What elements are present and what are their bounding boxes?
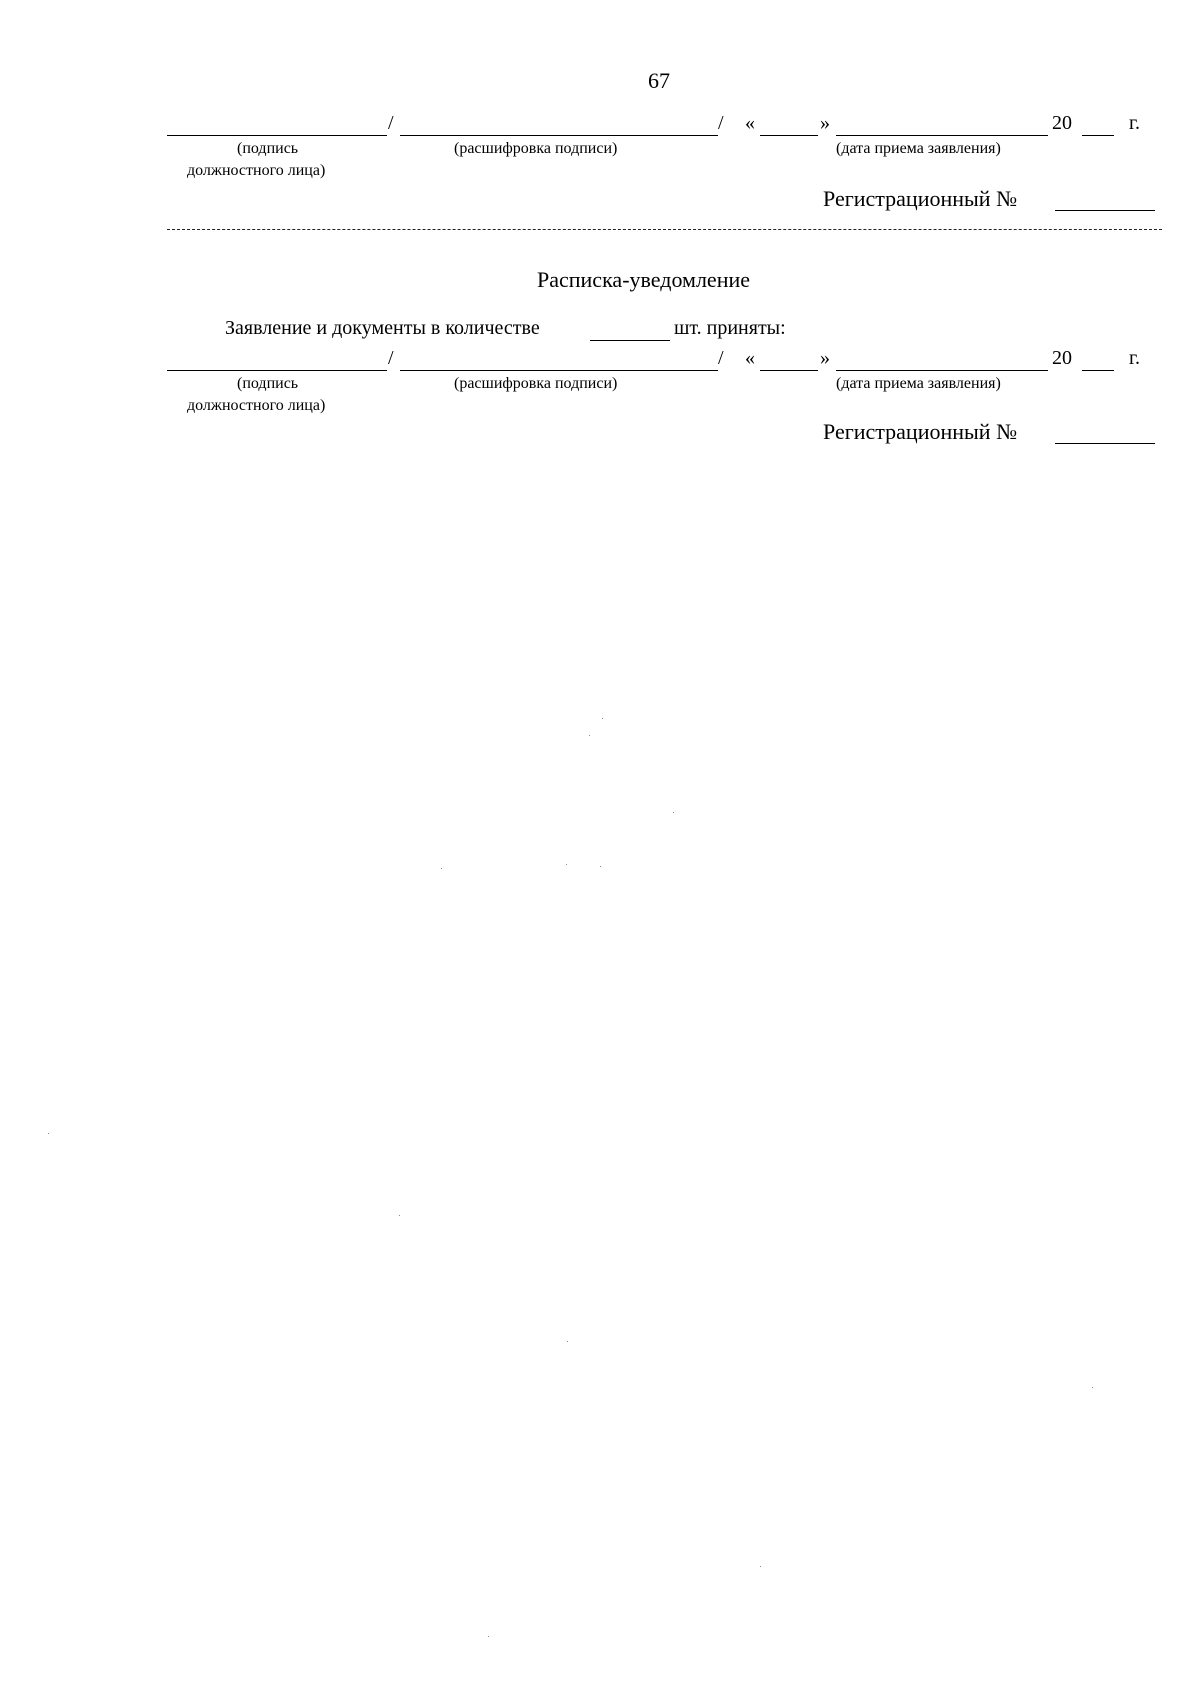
- caption-date: (дата приема заявления): [836, 140, 1001, 157]
- receipt-text-before: Заявление и документы в количестве: [225, 317, 540, 339]
- caption-signature-official: должностного лица): [187, 397, 326, 414]
- scan-speck: [567, 1341, 568, 1342]
- slash-separator: /: [718, 112, 724, 134]
- scan-speck: [600, 866, 601, 867]
- caption-date: (дата приема заявления): [836, 375, 1001, 392]
- scan-speck: [399, 1215, 400, 1216]
- decoding-line[interactable]: [400, 135, 718, 136]
- signature-line[interactable]: [167, 370, 387, 371]
- slash-separator: /: [718, 347, 724, 369]
- slash-separator: /: [388, 112, 394, 134]
- scan-speck: [673, 812, 674, 813]
- quote-open: «: [745, 347, 755, 369]
- scan-speck: [760, 1566, 761, 1567]
- month-line[interactable]: [836, 135, 1048, 136]
- decoding-line[interactable]: [400, 370, 718, 371]
- registration-label: Регистрационный №: [823, 419, 1018, 444]
- year-prefix: 20: [1052, 347, 1072, 369]
- year-line[interactable]: [1082, 370, 1114, 371]
- receipt-title: Расписка-уведомление: [537, 267, 751, 292]
- day-line[interactable]: [760, 370, 818, 371]
- quote-close: »: [820, 112, 830, 134]
- caption-signature: (подпись: [237, 375, 299, 392]
- month-line[interactable]: [836, 370, 1048, 371]
- day-line[interactable]: [760, 135, 818, 136]
- year-line[interactable]: [1082, 135, 1114, 136]
- document-count-line[interactable]: [590, 340, 670, 341]
- caption-signature: (подпись: [237, 140, 299, 157]
- scan-speck: [488, 1636, 489, 1637]
- scan-speck: [1092, 1387, 1093, 1388]
- year-prefix: 20: [1052, 112, 1072, 134]
- quote-close: »: [820, 347, 830, 369]
- scan-speck: [602, 718, 603, 719]
- scan-speck: [441, 868, 442, 869]
- scan-speck: [48, 1133, 49, 1134]
- caption-signature-official: должностного лица): [187, 162, 326, 179]
- signature-line[interactable]: [167, 135, 387, 136]
- year-suffix: г.: [1129, 347, 1140, 369]
- slash-separator: /: [388, 347, 394, 369]
- registration-number-line[interactable]: [1055, 210, 1155, 211]
- year-suffix: г.: [1129, 112, 1140, 134]
- registration-label: Регистрационный №: [823, 186, 1018, 211]
- caption-decoding: (расшифровка подписи): [454, 375, 618, 392]
- registration-number-line[interactable]: [1055, 443, 1155, 444]
- quote-open: «: [745, 112, 755, 134]
- receipt-text-after: шт. приняты:: [674, 317, 786, 339]
- page-number: 67: [648, 68, 670, 93]
- cut-line: [167, 229, 1162, 230]
- caption-decoding: (расшифровка подписи): [454, 140, 618, 157]
- scan-speck: [589, 735, 590, 736]
- scan-speck: [566, 864, 567, 865]
